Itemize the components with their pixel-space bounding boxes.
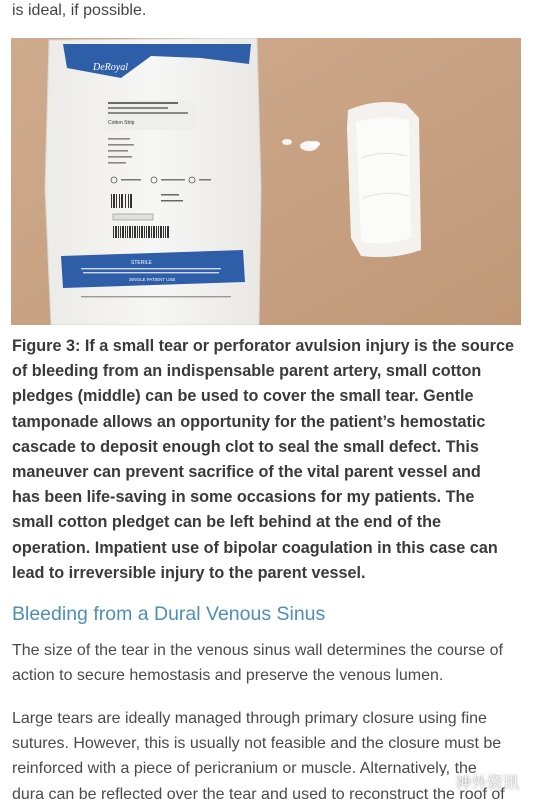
figure-caption [12,334,524,586]
caption-line: tamponade allows an opportunity for the patient’s hemostatic [12,412,486,431]
caption-line: small cotton pledget can be left behind at the end of the [12,513,442,532]
caption-line: operation. Impatient use of bipolar coagulation in this case can [12,538,498,557]
caption-line: lead to irreversible injury to the parent vessel. [12,563,366,582]
paragraph-line: reinforced with a piece of pericranium or muscle. Alternatively, the [12,760,477,778]
package-image [45,38,261,325]
caption-line: Figure 3: If a small tear or perforator avulsion injury is the source [12,337,514,355]
paragraph-line: sutures. However, this is usually not feasible and the closure must be [12,735,502,753]
caption-line: of bleeding from an indispensable parent artery, small cotton [12,362,482,381]
svg-text:DeRoyal: DeRoyal [93,62,128,73]
figure-photo [11,38,521,325]
paragraph-line: action to secure hemostasis and preserve the venous lumen. [12,667,444,685]
wechat-icon [429,774,449,790]
top-text-fragment: is ideal, if possible. [12,2,147,19]
section-heading: Bleeding from a Dural Venous Sinus [12,603,326,625]
watermark-text: 神外资讯 [454,775,519,792]
paragraph-1 [12,638,524,688]
cotton-strip [347,102,421,257]
caption-line: cascade to deposit enough clot to seal the small defect. This [12,437,479,456]
watermark [429,770,519,793]
svg-text:STERILE: STERILE [131,260,152,266]
caption-line: maneuver can prevent sacrifice of the vital parent vessel and [12,463,481,482]
caption-line: pledges (middle) can be used to cover the small tear. Gentle [12,387,474,406]
paragraph-line: The size of the tear in the venous sinus wall determines the course of [12,642,503,659]
svg-text:Cotton Strip: Cotton Strip [108,120,135,126]
paragraph-line: Large tears are ideally managed through primary closure using fine [12,710,487,727]
paragraph-line: dura can be reflected over the tear and used to reconstruct the roof of [12,785,505,803]
svg-text:SINGLE PATIENT USE: SINGLE PATIENT USE [129,277,176,282]
caption-line: has been life-saving in some occasions for my patients. The [12,488,475,507]
